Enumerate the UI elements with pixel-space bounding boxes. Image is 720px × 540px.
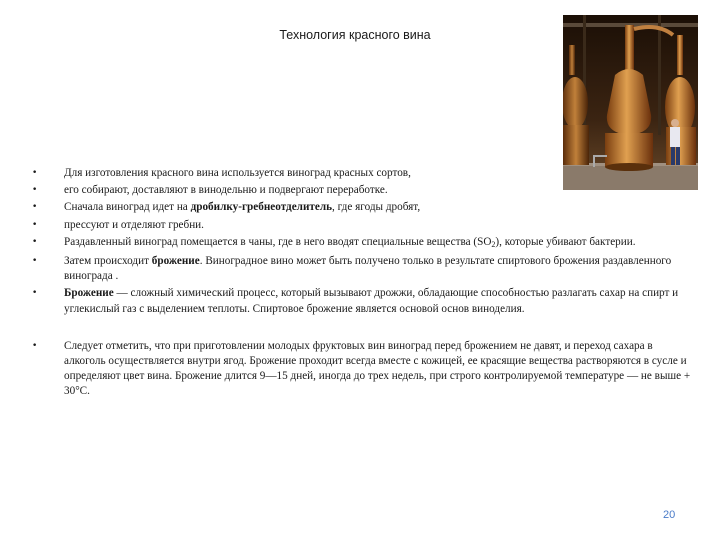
bullet-text-pre: Раздавленный виноград помещается в чаны, где в него вводят специальные вещества (SO <box>64 235 492 248</box>
bullet-text-post: ), которые убивают бактерии. <box>495 235 636 248</box>
bullet-marker: • <box>32 219 38 230</box>
copper-stills-illustration <box>563 15 698 190</box>
bullet-item <box>32 183 694 198</box>
bullet-marker: • <box>32 288 38 299</box>
bullet-term-crusher: дробилку-гребнеотделитель <box>190 201 333 214</box>
bullet-marker: • <box>32 202 38 213</box>
bullet-marker: • <box>32 185 38 196</box>
bullet-text-post: — сложный химический процесс, который вызывают дрожжи, обладающие способностью разлагать сахар на спирт и углекислый газ с выделением теплоты. Спиртовое брожение является основой основ виноделия. <box>64 287 679 315</box>
bullet-item <box>32 339 694 400</box>
distillery-photo <box>563 15 698 190</box>
slide-title: Технология красного вина <box>279 28 431 42</box>
bullet-item <box>32 235 694 252</box>
page-number: 20 <box>663 509 676 521</box>
bullet-list <box>32 166 694 400</box>
bullet-text-pre: Затем происходит <box>64 255 152 268</box>
bullet-item <box>32 254 694 284</box>
bullet-text-pre: Сначала виноград идет на <box>64 201 191 214</box>
bullet-text-post: . Виноградное вино может быть получено только в результате спиртового брожения раздавленного винограда . <box>64 255 672 283</box>
bullet-item <box>32 200 694 215</box>
bullet-marker: • <box>32 168 38 178</box>
bullet-text: Следует отметить, что при приготовлении молодых фруктовых вин виноград перед брожением не давят, и переход сахара в алкоголь осуществляется внутри ягод. Брожение проходит всегда вместе с кожицей, ее красящие вещества растворяются в сусле и определяют цвет вина. Брожение длится 9—15 дней, иногда до трех недель, при строго контролируемой температуре — не выше + 30°С. <box>64 339 691 398</box>
bullet-marker: • <box>32 256 38 267</box>
bullet-marker: • <box>32 340 38 351</box>
bullet-text: прессуют и отделяют гребни. <box>64 218 204 231</box>
bullet-text: его собирают, доставляют в винодельню и подвергают переработке. <box>64 184 388 197</box>
bullet-term-fermentation: Брожение <box>64 287 114 300</box>
bullet-text: Для изготовления красного вина используется виноград красных сортов, <box>64 167 411 179</box>
bullet-item <box>32 286 694 316</box>
bullet-text-post: , где ягоды дробят, <box>332 201 421 214</box>
subscript: 2 <box>491 239 496 249</box>
bullet-term-fermentation: брожение <box>151 255 200 268</box>
bullet-item <box>32 166 694 181</box>
bullet-marker: • <box>32 236 38 247</box>
bullet-item <box>32 218 694 233</box>
